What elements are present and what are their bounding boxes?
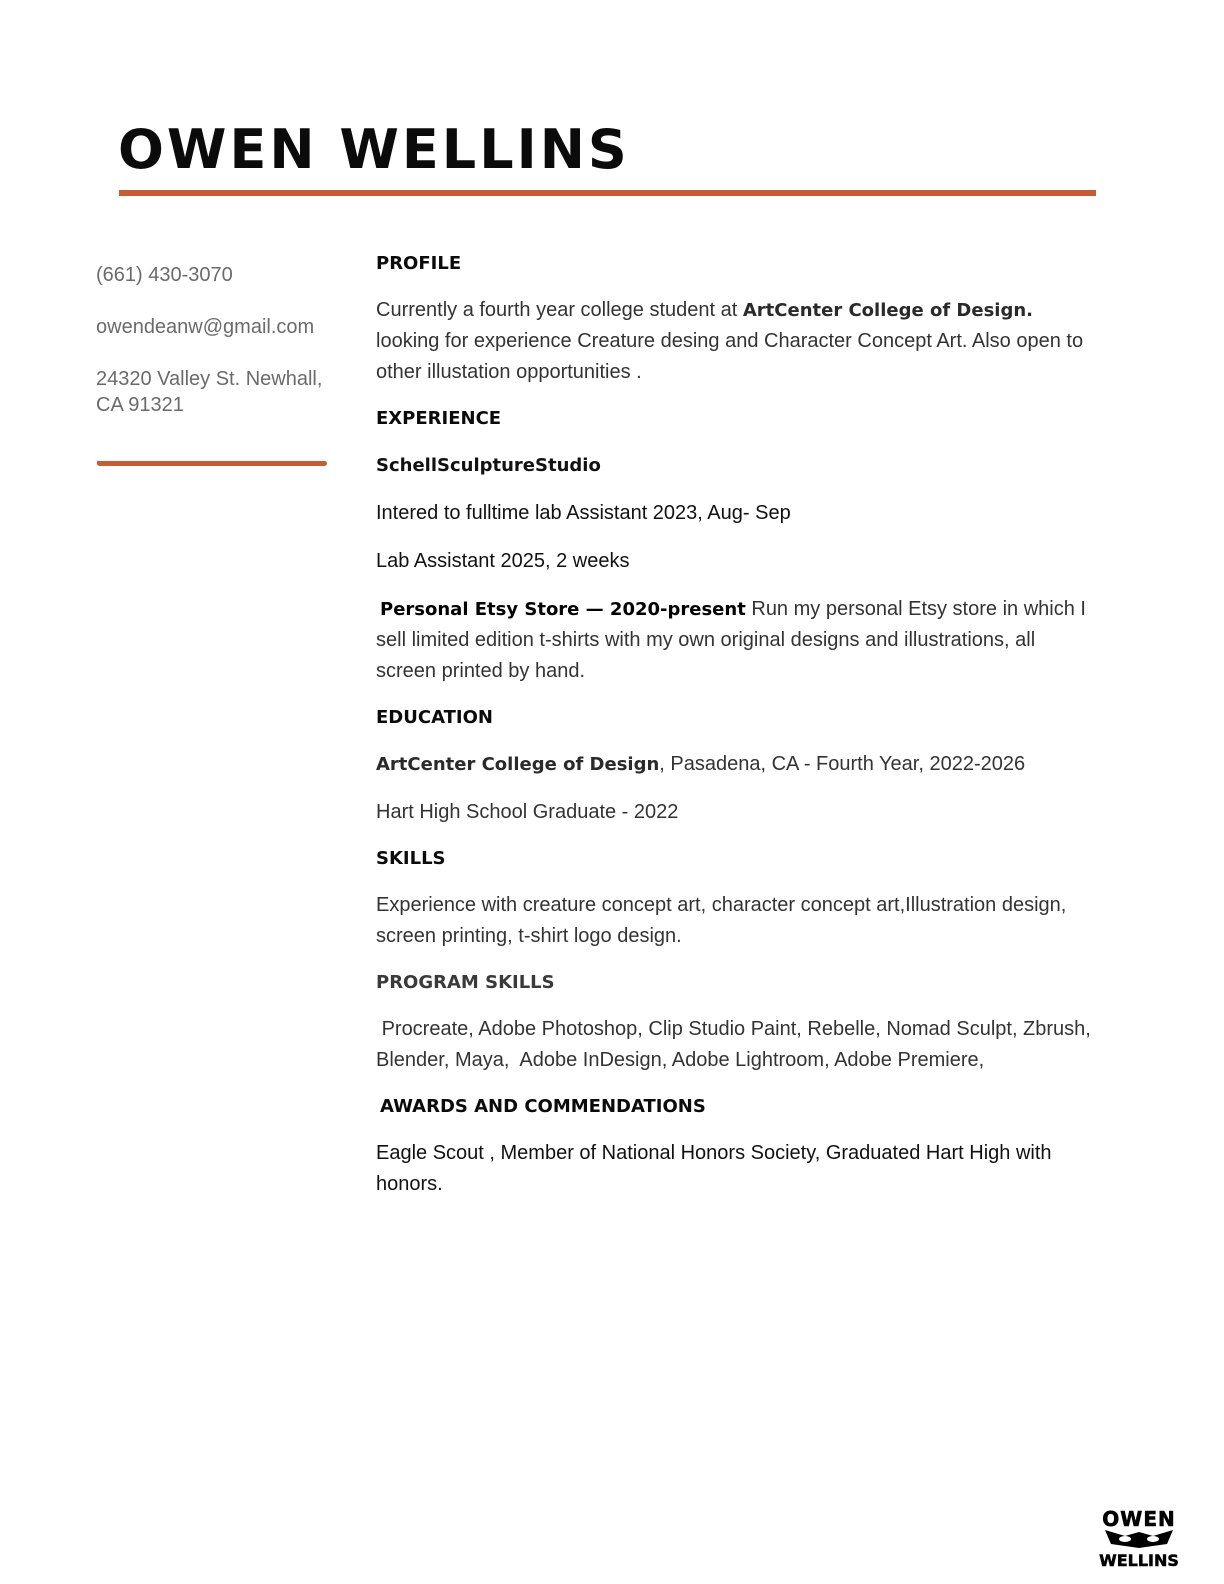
resume-name: OWEN WELLINS bbox=[118, 118, 630, 181]
header-divider bbox=[119, 190, 1096, 196]
education-highschool: Hart High School Graduate - 2022 bbox=[376, 801, 679, 823]
profile-school: ArtCenter College of Design. bbox=[742, 300, 1033, 321]
profile-text: Currently a fourth year college student at ArtCenter College of Design. looking for experience Creature desing and Character Concept Art. Also open to other illustation opportunities . bbox=[376, 299, 1084, 383]
main-column bbox=[376, 250, 1097, 1217]
education-heading: EDUCATION bbox=[376, 707, 493, 728]
experience-role-2: Lab Assistant 2025, 2 weeks bbox=[376, 550, 630, 572]
awards-text: Eagle Scout , Member of National Honors Society, Graduated Hart High with honors. bbox=[376, 1142, 1052, 1195]
sidebar-divider bbox=[97, 461, 327, 466]
etsy-text: Run my personal Etsy store in which I sell limited edition t-shirts with my own original designs and illustrations, all screen printed by hand. bbox=[376, 598, 1086, 682]
etsy-title: Personal Etsy Store — 2020-present bbox=[380, 599, 746, 620]
email-address: owendeanw@gmail.com bbox=[96, 316, 315, 338]
program-skills-text: Procreate, Adobe Photoshop, Clip Studio Paint, Rebelle, Nomad Sculpt, Zbrush, Blender, Maya, Adobe InDesign, Adobe Lightroom, Adobe Premiere, bbox=[376, 1018, 1097, 1071]
etsy-entry bbox=[376, 594, 1091, 687]
owen-wellins-logo bbox=[1095, 1506, 1183, 1568]
program-skills-heading: PROGRAM SKILLS bbox=[376, 972, 555, 993]
experience-role-1: Intered to fulltime lab Assistant 2023, Aug- Sep bbox=[376, 502, 791, 524]
experience-heading: EXPERIENCE bbox=[376, 408, 502, 429]
company-name: SchellSculptureStudio bbox=[376, 455, 601, 476]
skills-heading: SKILLS bbox=[376, 848, 446, 869]
logo-line-1: OWEN bbox=[1102, 1507, 1176, 1531]
skills-text: Experience with creature concept art, character concept art,Illustration design, screen printing, t-shirt logo design. bbox=[376, 894, 1067, 947]
logo-line-2: WELLINS bbox=[1099, 1551, 1179, 1568]
education-college: ArtCenter College of Design, Pasadena, CA - Fourth Year, 2022-2026 bbox=[376, 753, 1026, 775]
phone-number: (661) 430-3070 bbox=[96, 264, 233, 286]
postal-address bbox=[96, 366, 346, 418]
contact-column bbox=[96, 262, 346, 418]
address-line-1: 24320 Valley St. Newhall, bbox=[96, 368, 323, 390]
education-school-name: ArtCenter College of Design bbox=[376, 754, 660, 775]
profile-heading: PROFILE bbox=[376, 253, 462, 274]
awards-heading: AWARDS AND COMMENDATIONS bbox=[380, 1096, 706, 1117]
address-line-2: CA 91321 bbox=[96, 394, 184, 416]
